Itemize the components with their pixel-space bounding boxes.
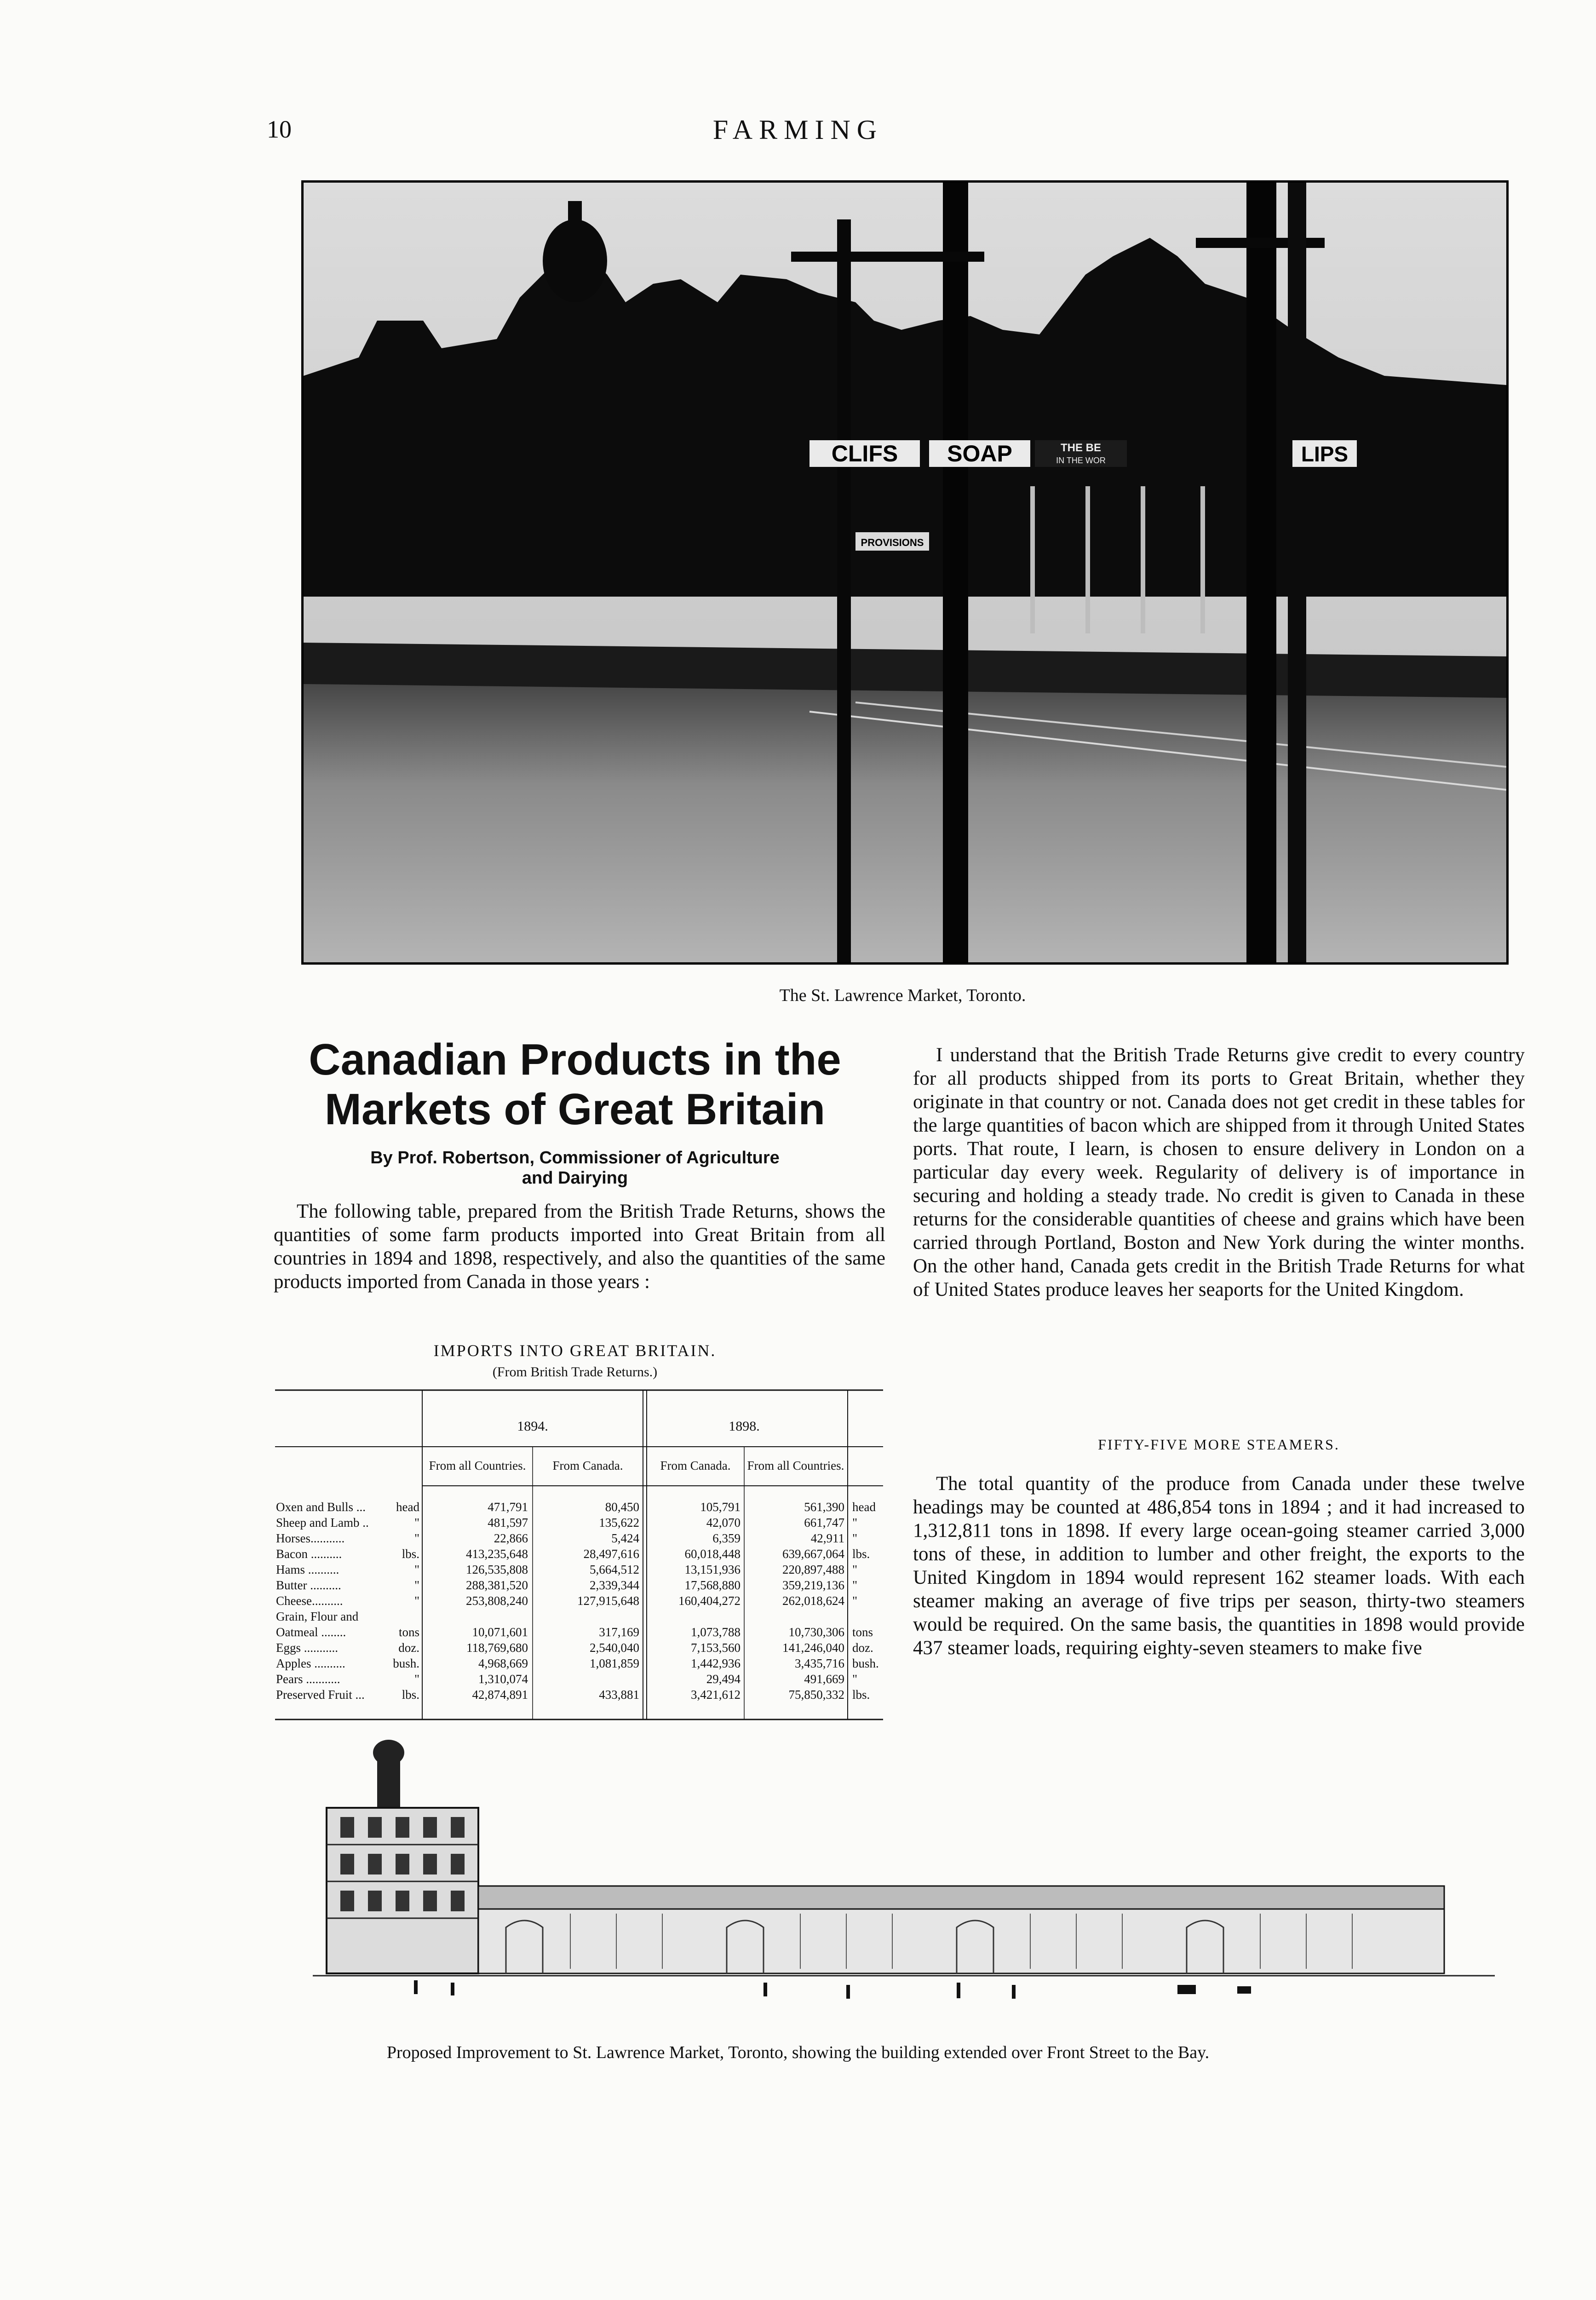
cell-canada-1894: 2,339,344 xyxy=(590,1578,639,1592)
cell-product: Butter .......... xyxy=(276,1578,341,1592)
cell-canada-1898: 60,018,448 xyxy=(684,1547,741,1561)
byline-line-2: and Dairying xyxy=(522,1168,628,1188)
cell-all-1894: 42,874,891 xyxy=(472,1688,528,1702)
cell-unit-right: " xyxy=(852,1531,858,1545)
cell-unit: head xyxy=(396,1500,419,1514)
article-title-line-2: Markets of Great Britain xyxy=(324,1085,826,1134)
cell-product: Apples .......... xyxy=(276,1656,345,1670)
table-row xyxy=(276,1547,870,1561)
cell-canada-1898: 1,073,788 xyxy=(691,1625,741,1639)
right-paragraph-1: I understand that the British Trade Returns give credit to every country for all products shipped from its ports to Great Britain, whether they originate in that country or not. Canada does not get credit in these tables for the large quantities of bacon which are shipped from it through United States ports. That route, I learn, is chosen to ensure delivery in London on a particular day every week. Regularity of delivery is of importance in securing and holding a steady trade. No credit is given to Canada in these returns for the considerable quantities of cheese and grains which have been carried through Portland, Boston and New York during the winter months. On the other hand, Canada gets credit in the British Trade Returns for what of United States produce leaves her seaports for the United Kingdom. xyxy=(913,1044,1525,1300)
cell-all-1898: 141,246,040 xyxy=(782,1641,844,1655)
col-header-all-1898: From all Countries. xyxy=(747,1459,844,1472)
cell-product: Oxen and Bulls ... xyxy=(276,1500,366,1514)
cell-all-1898: 10,730,306 xyxy=(788,1625,844,1639)
cell-canada-1894: 317,169 xyxy=(599,1625,639,1639)
table-row xyxy=(276,1610,359,1623)
sign-in-the-wor: IN THE WOR xyxy=(1056,456,1106,465)
table-row xyxy=(276,1672,857,1686)
cell-canada-1894: 433,881 xyxy=(599,1688,639,1702)
cell-canada-1894: 28,497,616 xyxy=(583,1547,639,1561)
table-row xyxy=(276,1641,873,1655)
page-number: 10 xyxy=(267,115,292,143)
cell-canada-1894: 5,664,512 xyxy=(590,1563,639,1576)
col-header-canada-1894: From Canada. xyxy=(552,1459,623,1472)
cell-unit: bush. xyxy=(393,1656,419,1670)
table-row xyxy=(276,1516,857,1530)
cell-all-1898: 42,911 xyxy=(810,1531,844,1545)
sign-soap: SOAP xyxy=(947,441,1012,466)
cell-all-1894: 4,968,669 xyxy=(478,1656,528,1670)
cell-canada-1898: 6,359 xyxy=(712,1531,741,1545)
imports-table xyxy=(275,1389,883,1720)
cell-all-1898: 661,747 xyxy=(804,1516,844,1530)
imports-table-drawing xyxy=(275,1389,883,1720)
cell-unit: " xyxy=(414,1531,419,1545)
cell-product: Preserved Fruit ... xyxy=(276,1688,365,1702)
cell-unit-right: " xyxy=(852,1516,858,1530)
cell-product: Pears ........... xyxy=(276,1672,340,1686)
cell-product: Eggs ........... xyxy=(276,1641,338,1655)
cell-unit: lbs. xyxy=(402,1547,419,1561)
cell-all-1898: 262,018,624 xyxy=(782,1594,844,1608)
cell-all-1894: 126,535,808 xyxy=(466,1563,528,1576)
cell-canada-1898: 105,791 xyxy=(700,1500,741,1514)
cell-unit-right: doz. xyxy=(852,1641,873,1655)
cell-unit-right: head xyxy=(852,1500,876,1514)
cell-unit: " xyxy=(414,1594,419,1608)
sign-lips: LIPS xyxy=(1301,442,1349,466)
cell-canada-1894: 127,915,648 xyxy=(577,1594,639,1608)
table-row xyxy=(276,1656,879,1670)
cell-product: Hams .......... xyxy=(276,1563,339,1576)
cell-all-1898: 491,669 xyxy=(804,1672,844,1686)
cell-canada-1898: 160,404,272 xyxy=(678,1594,741,1608)
illustration-caption: Proposed Improvement to St. Lawrence Market, Toronto, showing the building extended over Front Street to the Bay. xyxy=(386,2043,1210,2062)
cell-unit-right: " xyxy=(852,1594,858,1608)
col-header-all-1894: From all Countries. xyxy=(429,1459,526,1472)
cell-product: Horses........... xyxy=(276,1531,345,1545)
cell-unit-right: " xyxy=(852,1672,858,1686)
cell-canada-1898: 17,568,880 xyxy=(684,1578,741,1592)
sign-the-be: THE BE xyxy=(1060,442,1102,454)
cell-unit-right: lbs. xyxy=(852,1547,870,1561)
cell-canada-1898: 29,494 xyxy=(706,1672,741,1686)
col-header-canada-1898: From Canada. xyxy=(660,1459,731,1472)
cell-all-1894: 288,381,520 xyxy=(466,1578,528,1592)
cell-canada-1898: 42,070 xyxy=(706,1516,741,1530)
cell-canada-1898: 13,151,936 xyxy=(684,1563,741,1576)
cell-product: Sheep and Lamb .. xyxy=(276,1516,369,1530)
proposed-market-drawing xyxy=(313,1734,1495,2019)
cell-all-1894: 471,791 xyxy=(488,1500,528,1514)
cell-all-1894: 10,071,601 xyxy=(472,1625,528,1639)
market-photograph xyxy=(301,180,1509,965)
running-head: FARMING xyxy=(712,115,884,145)
cell-all-1898: 561,390 xyxy=(804,1500,844,1514)
cell-unit: " xyxy=(414,1563,419,1576)
cell-product: Oatmeal ........ xyxy=(276,1625,346,1639)
cell-product: Bacon .......... xyxy=(276,1547,342,1561)
cell-unit: " xyxy=(414,1578,419,1592)
photo-caption: The St. Lawrence Market, Toronto. xyxy=(779,986,1026,1005)
table-title: IMPORTS INTO GREAT BRITAIN. xyxy=(433,1341,717,1360)
cell-all-1898: 359,219,136 xyxy=(782,1578,844,1592)
proposed-market-illustration xyxy=(313,1734,1495,2019)
right-column-text-2 xyxy=(913,1472,1525,1660)
table-row xyxy=(276,1594,857,1608)
cell-unit-right: lbs. xyxy=(852,1688,870,1702)
cell-all-1894: 481,597 xyxy=(488,1516,528,1530)
table-subtitle: (From British Trade Returns.) xyxy=(492,1364,658,1380)
cell-canada-1894: 5,424 xyxy=(611,1531,639,1545)
cell-all-1898: 220,897,488 xyxy=(782,1563,844,1576)
cell-product: Cheese.......... xyxy=(276,1594,343,1608)
cell-unit: tons xyxy=(398,1625,419,1639)
table-row xyxy=(276,1563,857,1576)
cell-all-1898: 639,667,064 xyxy=(782,1547,844,1561)
table-row xyxy=(276,1578,857,1592)
cell-unit-right: tons xyxy=(852,1625,873,1639)
cell-all-1894: 413,235,648 xyxy=(466,1547,528,1561)
article-title xyxy=(258,1035,892,1134)
market-photo-drawing xyxy=(304,183,1506,962)
cell-unit: doz. xyxy=(398,1641,419,1655)
cell-canada-1894: 135,622 xyxy=(599,1516,639,1530)
year-1898-heading: 1898. xyxy=(729,1419,760,1434)
year-1894-heading: 1894. xyxy=(517,1419,548,1434)
sign-provisions: PROVISIONS xyxy=(861,537,924,548)
table-row xyxy=(276,1688,870,1702)
cell-unit: " xyxy=(414,1516,419,1530)
cell-all-1894: 22,866 xyxy=(494,1531,528,1545)
article-title-line-1: Canadian Products in the xyxy=(309,1035,841,1084)
cell-all-1898: 75,850,332 xyxy=(788,1688,844,1702)
cell-canada-1898: 3,421,612 xyxy=(691,1688,741,1702)
intro-paragraph: The following table, prepared from the British Trade Returns, shows the quantities of some farm products imported into Great Britain from all countries in 1894 and 1898, respectively, and also the quantities of the same products imported from Canada in those years : xyxy=(274,1201,885,1293)
cell-canada-1894: 1,081,859 xyxy=(590,1656,639,1670)
byline-line-1: By Prof. Robertson, Commissioner of Agriculture xyxy=(370,1148,780,1167)
sign-clifs: CLIFS xyxy=(831,441,898,466)
article-byline xyxy=(258,1148,892,1188)
cell-unit-right: " xyxy=(852,1563,858,1576)
cell-all-1894: 118,769,680 xyxy=(466,1641,528,1655)
right-paragraph-2: The total quantity of the produce from Canada under these twelve headings may be counted at 486,854 tons in 1894 ; and it had increased to 1,312,811 tons in 1898. If every large ocean-going steamer carried 3,000 tons of these, in addition to lumber and other freight, the exports to the United Kingdom in 1894 would represent 162 steamer loads. With each steamer making an average of five trips per season, thirty-two steamers would be required. On the same basis, the quantities in 1898 would provide 437 steamer loads, requiring eighty-seven steamers to make five xyxy=(913,1473,1525,1659)
cell-unit-right: bush. xyxy=(852,1656,879,1670)
right-column-text xyxy=(913,1043,1525,1301)
table-row xyxy=(276,1625,873,1639)
cell-all-1894: 253,808,240 xyxy=(466,1594,528,1608)
cell-canada-1894: 2,540,040 xyxy=(590,1641,639,1655)
cell-all-1898: 3,435,716 xyxy=(795,1656,844,1670)
table-row xyxy=(276,1531,857,1545)
cell-unit-right: " xyxy=(852,1578,858,1592)
cell-product: Grain, Flour and xyxy=(276,1610,359,1623)
cell-canada-1898: 1,442,936 xyxy=(691,1656,741,1670)
cell-unit: lbs. xyxy=(402,1688,419,1702)
table-row xyxy=(276,1500,876,1514)
cell-all-1894: 1,310,074 xyxy=(478,1672,528,1686)
cell-canada-1894: 80,450 xyxy=(605,1500,639,1514)
section-subhead: FIFTY-FIVE MORE STEAMERS. xyxy=(1098,1436,1340,1453)
cell-unit: " xyxy=(414,1672,419,1686)
cell-canada-1898: 7,153,560 xyxy=(691,1641,741,1655)
